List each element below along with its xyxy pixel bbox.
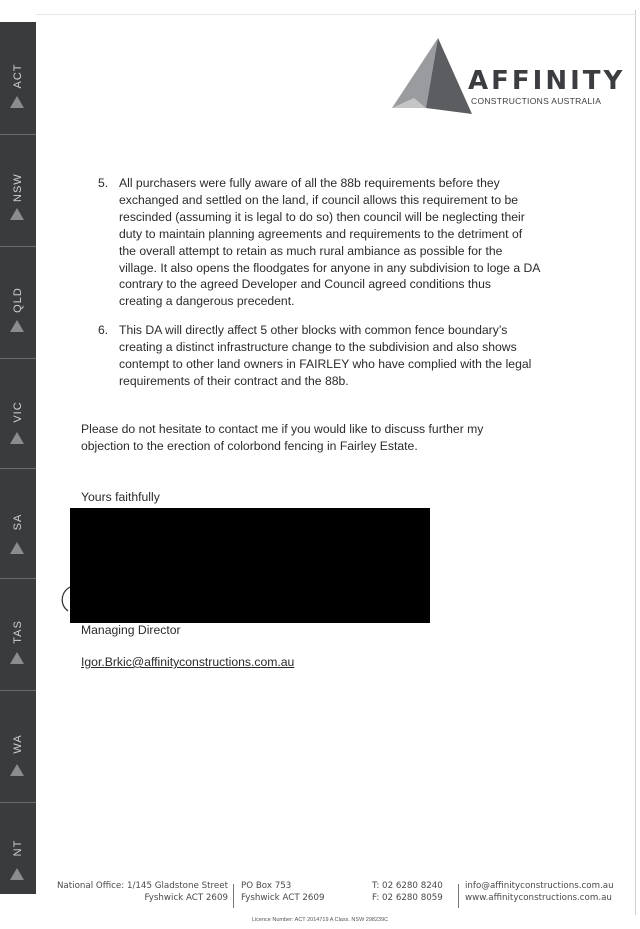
- state-tab-nt: [0, 794, 36, 894]
- item-text: [119, 322, 549, 390]
- text-line: contrary to the agreed Developer and Council agreed conditions thus: [119, 277, 491, 292]
- logo-wordmark: AFFINITY: [468, 66, 626, 96]
- footer-email[interactable]: info@affinityconstructions.com.au: [465, 881, 614, 891]
- item-number: 6.: [98, 323, 109, 337]
- state-label: NSW: [12, 173, 24, 202]
- triangle-icon: [10, 652, 24, 664]
- item-text: [119, 175, 549, 310]
- footer-office-city: Fyshwick ACT 2609: [144, 893, 228, 903]
- scan-edge-top: [36, 14, 636, 15]
- state-tab-nsw: [0, 134, 36, 234]
- footer-divider: [458, 884, 459, 908]
- text-line: creating a distinct infrastructure change to the subdivision and also shows: [119, 339, 517, 354]
- text-line: exchanged and settled on the land, if council allows this requirement to be: [119, 192, 519, 207]
- state-label: VIC: [12, 401, 24, 423]
- licence-number: Licence Number: ACT 2014719 A Class. NSW 298239C: [251, 917, 389, 923]
- footer-telephone: T: 02 6280 8240: [372, 881, 443, 891]
- footer-po-box: [241, 880, 341, 904]
- footer-contact: [465, 880, 625, 904]
- text-line: creating a dangerous precedent.: [119, 294, 295, 309]
- text-line: duty to maintain planning agreements and requirements to the detriment of: [119, 226, 523, 241]
- text-line: rescinded (assuming it is legal to do so) then council will be neglecting their: [119, 209, 525, 224]
- state-tab-wa: [0, 690, 36, 790]
- state-label: SA: [12, 513, 24, 531]
- text-line: All purchasers were fully aware of all the 88b requirements before they: [119, 176, 500, 190]
- state-sidebar: [0, 22, 36, 894]
- triangle-icon: [10, 96, 24, 108]
- state-label: ACT: [12, 63, 24, 89]
- footer-phone: [372, 880, 456, 904]
- triangle-icon: [10, 432, 24, 444]
- text-line: Please do not hesitate to contact me if you would like to discuss further my: [81, 422, 484, 436]
- triangle-icon: [10, 868, 24, 880]
- signoff: Yours faithfully: [81, 490, 160, 504]
- state-tab-tas: [0, 578, 36, 678]
- footer-po-city: Fyshwick ACT 2609: [241, 893, 325, 903]
- signatory-title: Managing Director: [81, 623, 181, 637]
- text-line: contempt to other land owners in FAIRLEY who have complied with the legal: [119, 356, 532, 371]
- text-line: the overall attempt to retain as much rural ambiance as possible for the: [119, 243, 503, 258]
- state-tab-vic: [0, 358, 36, 458]
- triangle-icon: [10, 320, 24, 332]
- state-tab-sa: [0, 468, 36, 568]
- footer-divider: [233, 884, 234, 908]
- footer-website[interactable]: www.affinityconstructions.com.au: [465, 893, 612, 903]
- text-line: village. It also opens the floodgates for anyone in any subdivision to loge a DA: [119, 260, 541, 275]
- logo-tagline: CONSTRUCTIONS AUSTRALIA: [471, 96, 602, 106]
- footer-po-box-line: PO Box 753: [241, 881, 292, 891]
- state-label: NT: [12, 839, 24, 857]
- closing-paragraph: [81, 421, 521, 455]
- footer-fax: F: 02 6280 8059: [372, 893, 443, 903]
- footer-office-address: National Office: 1/145 Gladstone Street: [56, 881, 228, 891]
- state-label: QLD: [12, 287, 24, 313]
- text-line: requirements of their contract and the 88b.: [119, 373, 349, 388]
- triangle-icon: [10, 208, 24, 220]
- text-line: This DA will directly affect 5 other blocks with common fence boundary’s: [119, 323, 508, 337]
- triangle-icon: [10, 542, 24, 554]
- redacted-signature-block: [70, 508, 430, 623]
- logo-triangle-icon: [392, 38, 472, 116]
- state-tab-qld: [0, 246, 36, 346]
- item-number: 5.: [98, 176, 109, 190]
- state-tab-act: [0, 22, 36, 122]
- email-link[interactable]: Igor.Brkic@affinityconstructions.com.au: [81, 655, 295, 669]
- triangle-icon: [10, 764, 24, 776]
- scan-edge: [635, 10, 636, 915]
- text-line: objection to the erection of colorbond fencing in Fairley Estate.: [81, 438, 418, 453]
- footer-office: [48, 880, 228, 904]
- state-label: WA: [12, 734, 24, 754]
- company-logo: [392, 38, 626, 116]
- state-label: TAS: [12, 620, 24, 644]
